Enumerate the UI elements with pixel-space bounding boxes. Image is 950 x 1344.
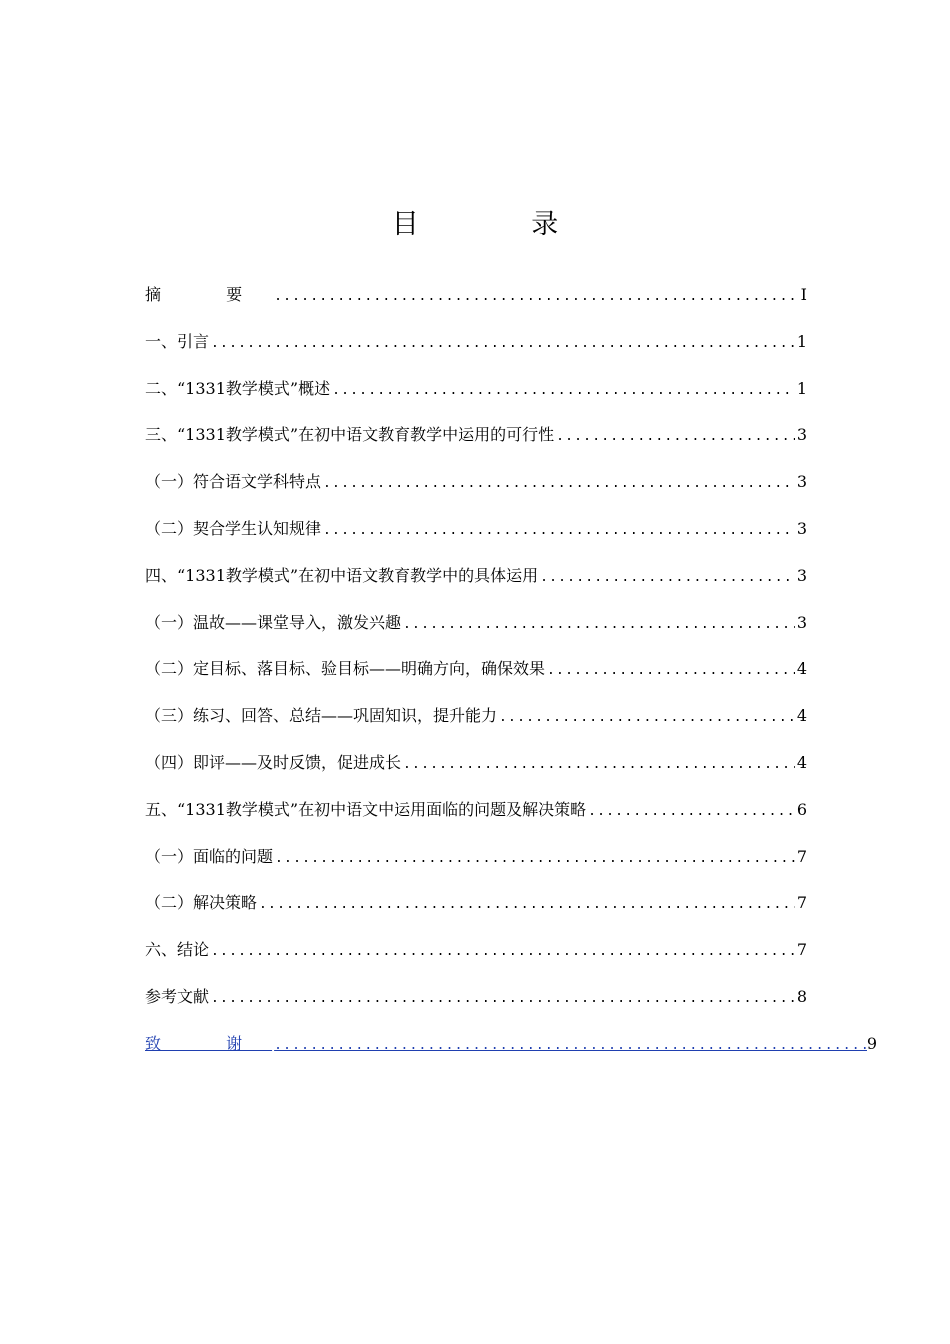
- toc-entry-label: 一、引言: [145, 331, 210, 351]
- toc-entry-page: 3: [796, 565, 807, 585]
- toc-dot-leader: [540, 563, 795, 593]
- toc-dot-leader: [323, 469, 795, 499]
- toc-entry-conclusion[interactable]: [145, 935, 807, 982]
- toc-entry-label: 四、“1331教学模式”在初中语文教育教学中的具体运用: [145, 565, 539, 585]
- toc-entry-application[interactable]: [145, 561, 807, 608]
- toc-entry-goals[interactable]: [145, 654, 807, 701]
- toc-entry-label: （二）定目标、落目标、验目标——明确方向，确保效果: [145, 659, 546, 679]
- toc-dot-leader: [211, 329, 795, 359]
- toc-dot-leader: [332, 376, 795, 406]
- toc-dot-leader: [588, 797, 795, 827]
- toc-entry-page: 9: [866, 1033, 877, 1053]
- table-of-contents: [145, 280, 877, 1076]
- toc-entry-label: （一）符合语文学科特点: [145, 472, 322, 492]
- toc-dot-leader: [211, 984, 795, 1014]
- toc-entry-label: 五、“1331教学模式”在初中语文中运用面临的问题及解决策略: [145, 799, 587, 819]
- toc-entry-page: 3: [796, 472, 807, 492]
- toc-dot-leader: [211, 937, 795, 967]
- toc-entry-label: （二）解决策略: [145, 893, 258, 913]
- page-title: 目 录: [391, 209, 611, 240]
- toc-entry-label: 摘 要: [145, 285, 273, 304]
- toc-entry-label: （一）面临的问题: [145, 846, 274, 866]
- toc-entry-practice[interactable]: [145, 701, 807, 748]
- toc-entry-label: （二）契合学生认知规律: [145, 518, 322, 538]
- toc-entry-abstract[interactable]: [145, 280, 807, 327]
- toc-entry-label: （三）练习、回答、总结——巩固知识，提升能力: [145, 706, 498, 726]
- toc-entry-page: 8: [796, 986, 807, 1006]
- toc-entry-subject-features[interactable]: [145, 467, 807, 514]
- toc-entry-label: 致 谢: [145, 1033, 273, 1053]
- toc-dot-leader: [547, 656, 795, 686]
- toc-entry-page: 4: [796, 706, 807, 726]
- toc-dot-leader: [259, 890, 795, 920]
- toc-entry-page: 3: [796, 518, 807, 538]
- toc-dot-leader: [274, 1031, 867, 1061]
- toc-entry-problems-strategies[interactable]: [145, 795, 807, 842]
- toc-entry-page: 3: [796, 425, 807, 445]
- toc-entry-label: 二、“1331教学模式”概述: [145, 378, 331, 398]
- toc-entry-page: 4: [796, 659, 807, 679]
- toc-dot-leader: [403, 750, 795, 780]
- toc-entry-introduction[interactable]: [145, 327, 807, 374]
- toc-entry-cognitive-rules[interactable]: [145, 514, 807, 561]
- toc-entry-overview[interactable]: [145, 374, 807, 421]
- toc-entry-label: （四）即评——及时反馈，促进成长: [145, 752, 402, 772]
- toc-entry-problems[interactable]: [145, 842, 807, 889]
- toc-entry-acknowledgements-link[interactable]: [145, 1029, 877, 1076]
- toc-entry-page: 7: [796, 893, 807, 913]
- toc-entry-label: （一）温故——课堂导入，激发兴趣: [145, 612, 402, 632]
- toc-dot-leader: [275, 844, 795, 874]
- toc-entry-feedback[interactable]: [145, 748, 807, 795]
- toc-entry-label: 参考文献: [145, 986, 210, 1006]
- toc-entry-page: 7: [796, 846, 807, 866]
- toc-dot-leader: [556, 422, 795, 452]
- toc-entry-feasibility[interactable]: [145, 420, 807, 467]
- toc-entry-page: 6: [796, 799, 807, 819]
- toc-entry-page: 3: [796, 612, 807, 632]
- toc-entry-page: 4: [796, 752, 807, 772]
- toc-entry-page: 7: [796, 940, 807, 960]
- toc-entry-label: 三、“1331教学模式”在初中语文教育教学中运用的可行性: [145, 425, 555, 445]
- toc-entry-page: 1: [796, 378, 807, 398]
- toc-dot-leader: [274, 282, 795, 312]
- toc-entry-page: 1: [796, 331, 807, 351]
- toc-entry-label: 六、结论: [145, 940, 210, 960]
- toc-entry-references[interactable]: [145, 982, 807, 1029]
- toc-dot-leader: [403, 610, 795, 640]
- toc-entry-strategies[interactable]: [145, 888, 807, 935]
- toc-entry-page: I: [800, 285, 807, 304]
- toc-entry-review[interactable]: [145, 608, 807, 655]
- toc-dot-leader: [323, 516, 795, 546]
- toc-dot-leader: [499, 703, 795, 733]
